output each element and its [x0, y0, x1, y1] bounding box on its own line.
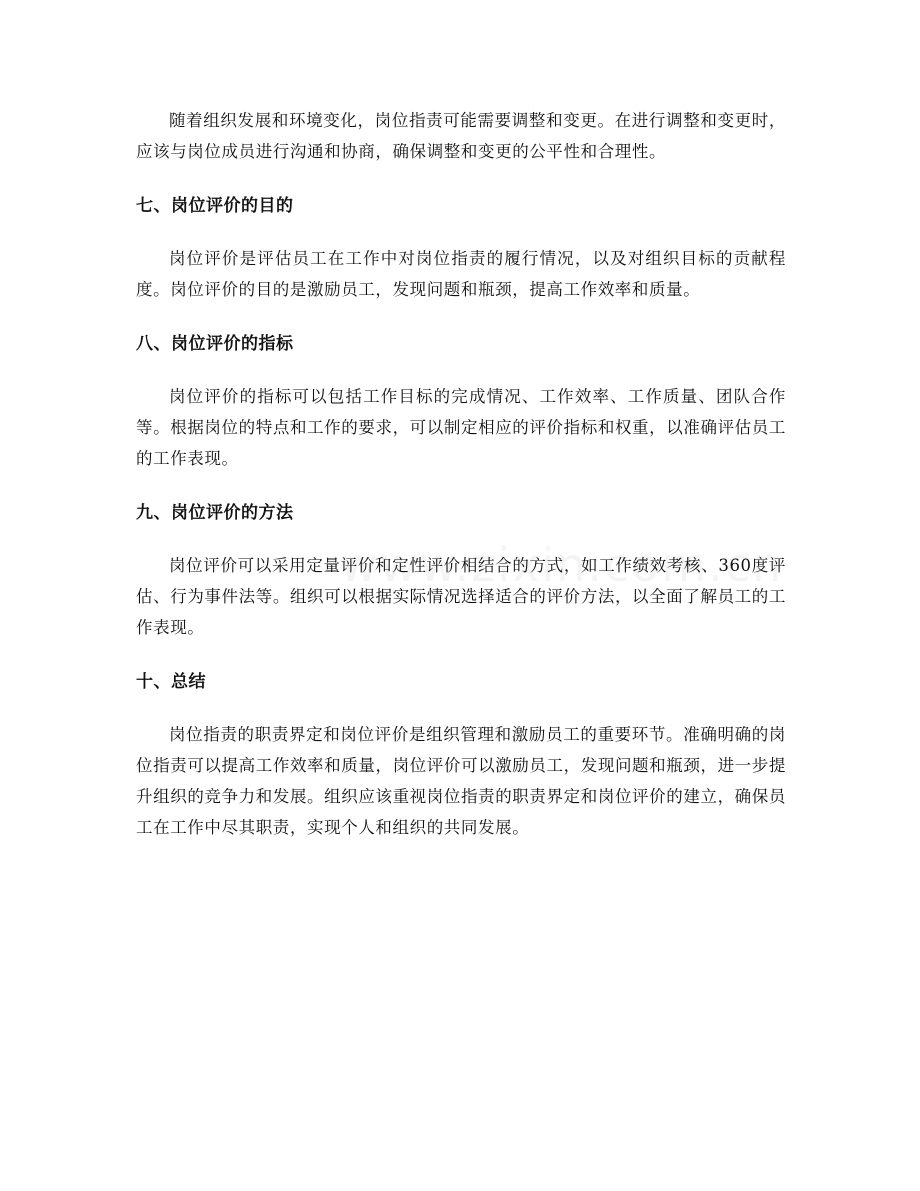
section-body-7: 岗位评价是评估员工在工作中对岗位指责的履行情况，以及对组织目标的贡献程度。岗位评价的目的是激励员工，发现问题和瓶颈，提高工作效率和质量。 — [136, 249, 786, 299]
section-heading-8: 八、岗位评价的指标 — [136, 334, 294, 354]
section-body-9: 岗位评价可以采用定量评价和定性评价相结合的方式，如工作绩效考核、360度评估、行为事件法等。组织可以根据实际情况选择适合的评价方法，以全面了解员工的工作表现。 — [136, 556, 786, 637]
section-body-10: 岗位指责的职责界定和岗位评价是组织管理和激励员工的重要环节。准确明确的岗位指责可以提高工作效率和质量，岗位评价可以激励员工，发现问题和瓶颈，进一步提升组织的竞争力和发展。组织应该重视岗位指责的职责界定和岗位评价的建立，确保员工在工作中尽其职责，实现个人和组织的共同发展。 — [136, 725, 786, 837]
section-body-8: 岗位评价的指标可以包括工作目标的完成情况、工作效率、工作质量、团队合作等。根据岗位的特点和工作的要求，可以制定相应的评价指标和权重，以准确评估员工的工作表现。 — [136, 387, 786, 468]
section-heading-10: 十、总结 — [136, 672, 206, 692]
section-heading-7: 七、岗位评价的目的 — [136, 196, 294, 216]
document-content — [136, 105, 786, 870]
intro-paragraph: 随着组织发展和环境变化，岗位指责可能需要调整和变更。在进行调整和变更时，应该与岗位成员进行沟通和协商，确保调整和变更的公平性和合理性。 — [136, 111, 786, 161]
section-heading-9: 九、岗位评价的方法 — [136, 503, 294, 523]
